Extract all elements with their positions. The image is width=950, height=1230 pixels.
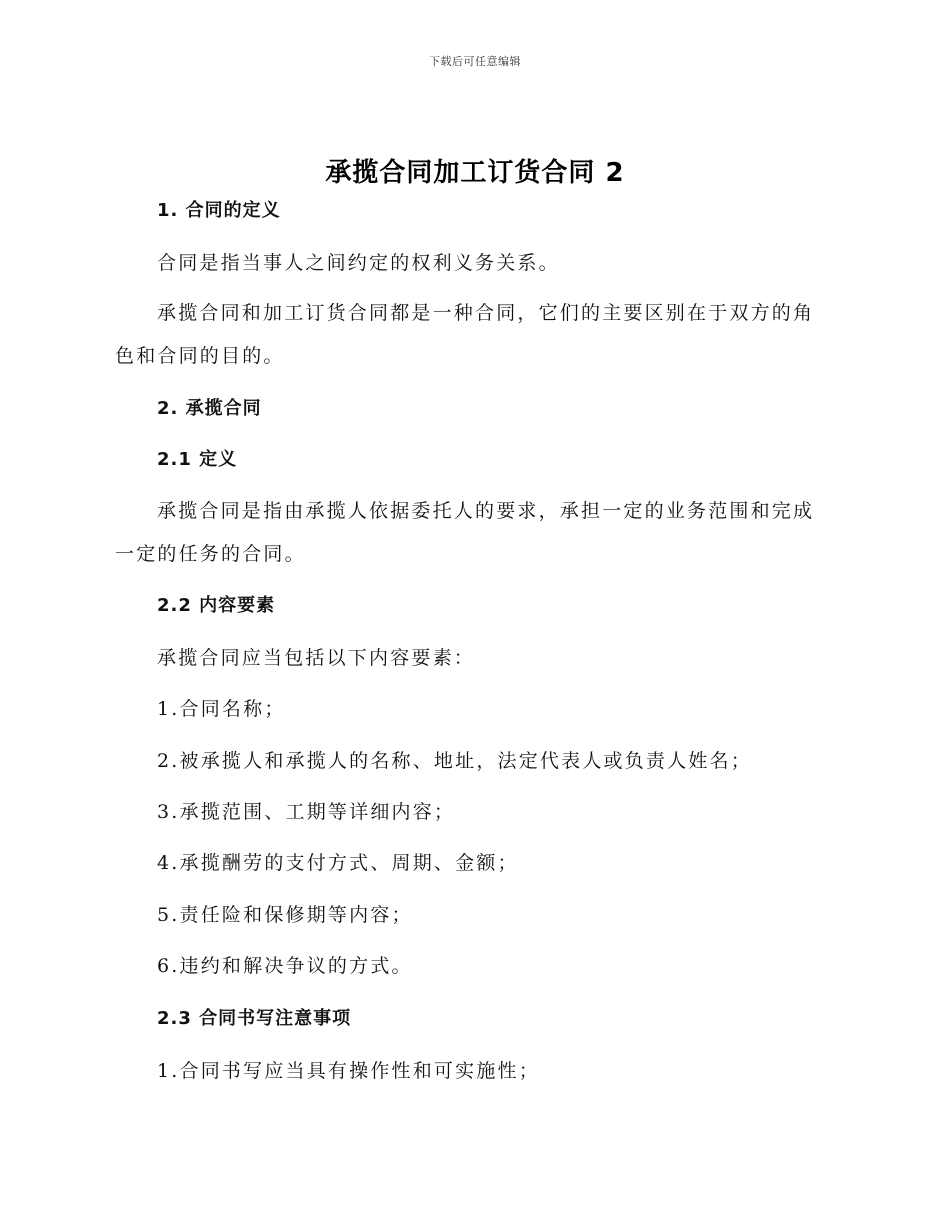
section-heading: 2.1 定义	[157, 449, 238, 470]
list-item: 1.合同名称；	[157, 698, 286, 720]
paragraph-line: 承揽合同是指由承揽人依据委托人的要求，承担一定的业务范围和完成	[157, 500, 815, 522]
list-item: 3.承揽范围、工期等详细内容；	[157, 801, 456, 823]
page-header: 下载后可任意编辑	[429, 55, 521, 68]
section-heading: 2. 承揽合同	[157, 398, 262, 419]
list-item: 4.承揽酬劳的支付方式、周期、金额；	[157, 852, 519, 874]
document-title: 承揽合同加工订货合同 2	[325, 158, 625, 188]
list-item: 1.合同书写应当具有操作性和可实施性；	[157, 1060, 540, 1082]
paragraph-line: 承揽合同和加工订货合同都是一种合同，它们的主要区别在于双方的角	[157, 302, 815, 324]
section-heading: 1. 合同的定义	[157, 200, 281, 221]
list-item: 6.违约和解决争议的方式。	[157, 955, 413, 977]
paragraph-line: 一定的任务的合同。	[115, 543, 306, 565]
paragraph-line: 承揽合同应当包括以下内容要素：	[157, 647, 476, 669]
list-item: 5.责任险和保修期等内容；	[157, 904, 413, 926]
list-item: 2.被承揽人和承揽人的名称、地址，法定代表人或负责人姓名；	[157, 750, 752, 772]
section-heading: 2.2 内容要素	[157, 595, 276, 616]
paragraph-line: 合同是指当事人之间约定的权利义务关系。	[157, 252, 560, 274]
paragraph-line: 色和合同的目的。	[115, 345, 285, 367]
section-heading: 2.3 合同书写注意事项	[157, 1008, 352, 1029]
